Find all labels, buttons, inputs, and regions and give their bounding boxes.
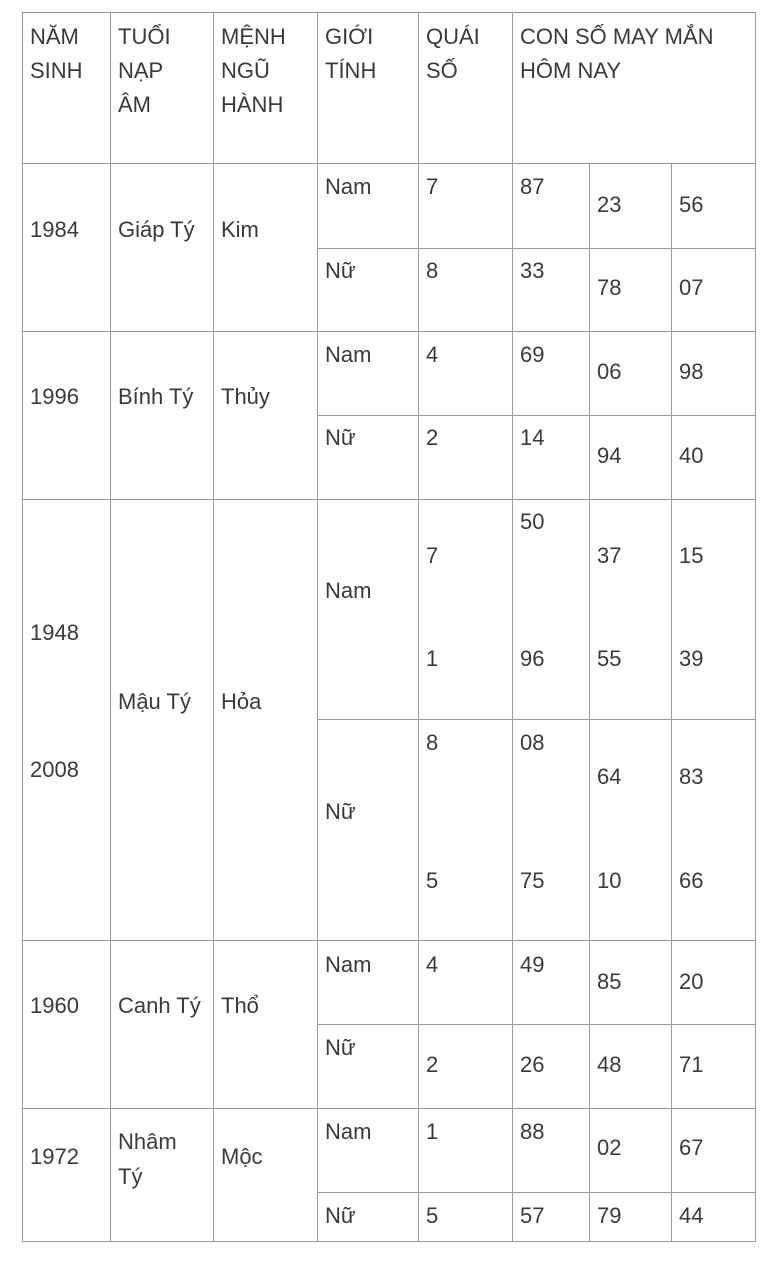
quai-so: 2 xyxy=(426,1052,439,1077)
lucky-number: 96 xyxy=(520,646,545,671)
header-gioi-tinh: GIỚI TÍNH xyxy=(325,24,377,83)
lucky-number: 14 xyxy=(520,425,545,450)
menh-ngu-hanh: Kim xyxy=(221,217,259,242)
table-horizontal-rule xyxy=(317,415,756,416)
lucky-number: 71 xyxy=(679,1052,704,1077)
tuoi-nap-am: Mậu Tý xyxy=(118,689,191,714)
quai-so: 8 xyxy=(426,258,439,283)
table-vertical-rule xyxy=(512,12,513,1242)
gender-female: Nữ xyxy=(325,1203,356,1228)
menh-ngu-hanh: Thổ xyxy=(221,993,259,1018)
lucky-number: 33 xyxy=(520,258,545,283)
lucky-number: 02 xyxy=(597,1135,622,1160)
lucky-number: 67 xyxy=(679,1135,704,1160)
birth-year: 1960 xyxy=(30,993,79,1018)
header-tuoi-nap-am: TUỔI NẠP ÂM xyxy=(118,24,171,117)
lucky-number: 57 xyxy=(520,1203,545,1228)
lucky-number: 37 xyxy=(597,543,622,568)
table-vertical-rule xyxy=(755,12,756,1242)
gender-male: Nam xyxy=(325,342,372,367)
menh-ngu-hanh: Hỏa xyxy=(221,689,262,714)
gender-female: Nữ xyxy=(325,425,356,450)
lucky-number: 87 xyxy=(520,174,545,199)
birth-year: 1996 xyxy=(30,384,79,409)
lucky-number: 20 xyxy=(679,969,704,994)
lucky-number: 55 xyxy=(597,646,622,671)
quai-so: 5 xyxy=(426,1203,439,1228)
lucky-number: 75 xyxy=(520,868,545,893)
lucky-number: 39 xyxy=(679,646,704,671)
lucky-number: 66 xyxy=(679,868,704,893)
menh-ngu-hanh: Mộc xyxy=(221,1144,263,1169)
gender-male: Nam xyxy=(325,578,372,603)
gender-male: Nam xyxy=(325,952,372,977)
tuoi-nap-am: Bính Tý xyxy=(118,384,194,409)
tuoi-nap-am: Tý xyxy=(118,1164,143,1189)
lucky-number: 85 xyxy=(597,969,622,994)
lucky-number: 48 xyxy=(597,1052,622,1077)
birth-year: 1948 xyxy=(30,620,79,645)
lucky-number: 50 xyxy=(520,509,545,534)
table-horizontal-rule xyxy=(22,940,756,941)
table-horizontal-rule xyxy=(22,163,756,164)
header-nam-sinh: NĂM SINH xyxy=(30,24,83,83)
table-horizontal-rule xyxy=(22,499,756,500)
birth-year: 1984 xyxy=(30,217,79,242)
lucky-number: 83 xyxy=(679,764,704,789)
table-horizontal-rule xyxy=(317,1192,756,1193)
table-horizontal-rule xyxy=(22,12,756,13)
quai-so: 4 xyxy=(426,342,439,367)
gender-female: Nữ xyxy=(325,258,356,283)
table-vertical-rule xyxy=(317,12,318,1242)
lucky-number: 69 xyxy=(520,342,545,367)
lucky-number: 15 xyxy=(679,543,704,568)
lucky-number: 08 xyxy=(520,730,545,755)
lucky-number: 49 xyxy=(520,952,545,977)
table-horizontal-rule xyxy=(22,331,756,332)
header-menh-ngu-hanh: MỆNH NGŨ HÀNH xyxy=(221,24,286,117)
lucky-number: 94 xyxy=(597,443,622,468)
quai-so: 1 xyxy=(426,646,439,671)
quai-so: 4 xyxy=(426,952,439,977)
quai-so: 5 xyxy=(426,868,439,893)
table-vertical-rule xyxy=(22,12,23,1242)
gender-male: Nam xyxy=(325,1119,372,1144)
gender-female: Nữ xyxy=(325,799,356,824)
lucky-number: 64 xyxy=(597,764,622,789)
table-vertical-rule xyxy=(671,163,672,1242)
lucky-number: 44 xyxy=(679,1203,704,1228)
lucky-number: 23 xyxy=(597,192,622,217)
table-horizontal-rule xyxy=(317,248,756,249)
tuoi-nap-am: Nhâm xyxy=(118,1129,177,1154)
birth-year: 2008 xyxy=(30,757,79,782)
lucky-number: 26 xyxy=(520,1052,545,1077)
table-vertical-rule xyxy=(213,12,214,1242)
table-vertical-rule xyxy=(418,12,419,1242)
quai-so: 1 xyxy=(426,1119,439,1144)
lucky-number: 79 xyxy=(597,1203,622,1228)
lucky-number: 56 xyxy=(679,192,704,217)
tuoi-nap-am: Canh Tý xyxy=(118,993,201,1018)
quai-so: 7 xyxy=(426,174,439,199)
gender-female: Nữ xyxy=(325,1035,356,1060)
lucky-number: 10 xyxy=(597,868,622,893)
quai-so: 7 xyxy=(426,543,439,568)
table-vertical-rule xyxy=(110,12,111,1242)
header-con-so-may-man: CON SỐ MAY MẮN HÔM NAY xyxy=(520,24,714,83)
table-horizontal-rule xyxy=(317,719,756,720)
quai-so: 8 xyxy=(426,730,439,755)
quai-so: 2 xyxy=(426,425,439,450)
table-vertical-rule xyxy=(589,163,590,1242)
header-quai-so: QUÁI SỐ xyxy=(426,24,480,83)
birth-year: 1972 xyxy=(30,1144,79,1169)
lucky-number: 88 xyxy=(520,1119,545,1144)
table-horizontal-rule xyxy=(22,1241,756,1242)
menh-ngu-hanh: Thủy xyxy=(221,384,270,409)
lucky-number: 98 xyxy=(679,359,704,384)
gender-male: Nam xyxy=(325,174,372,199)
table-horizontal-rule xyxy=(22,1108,756,1109)
lucky-number: 06 xyxy=(597,359,622,384)
tuoi-nap-am: Giáp Tý xyxy=(118,217,195,242)
table-horizontal-rule xyxy=(317,1024,756,1025)
lucky-number: 40 xyxy=(679,443,704,468)
lucky-number: 78 xyxy=(597,275,622,300)
lucky-number: 07 xyxy=(679,275,704,300)
